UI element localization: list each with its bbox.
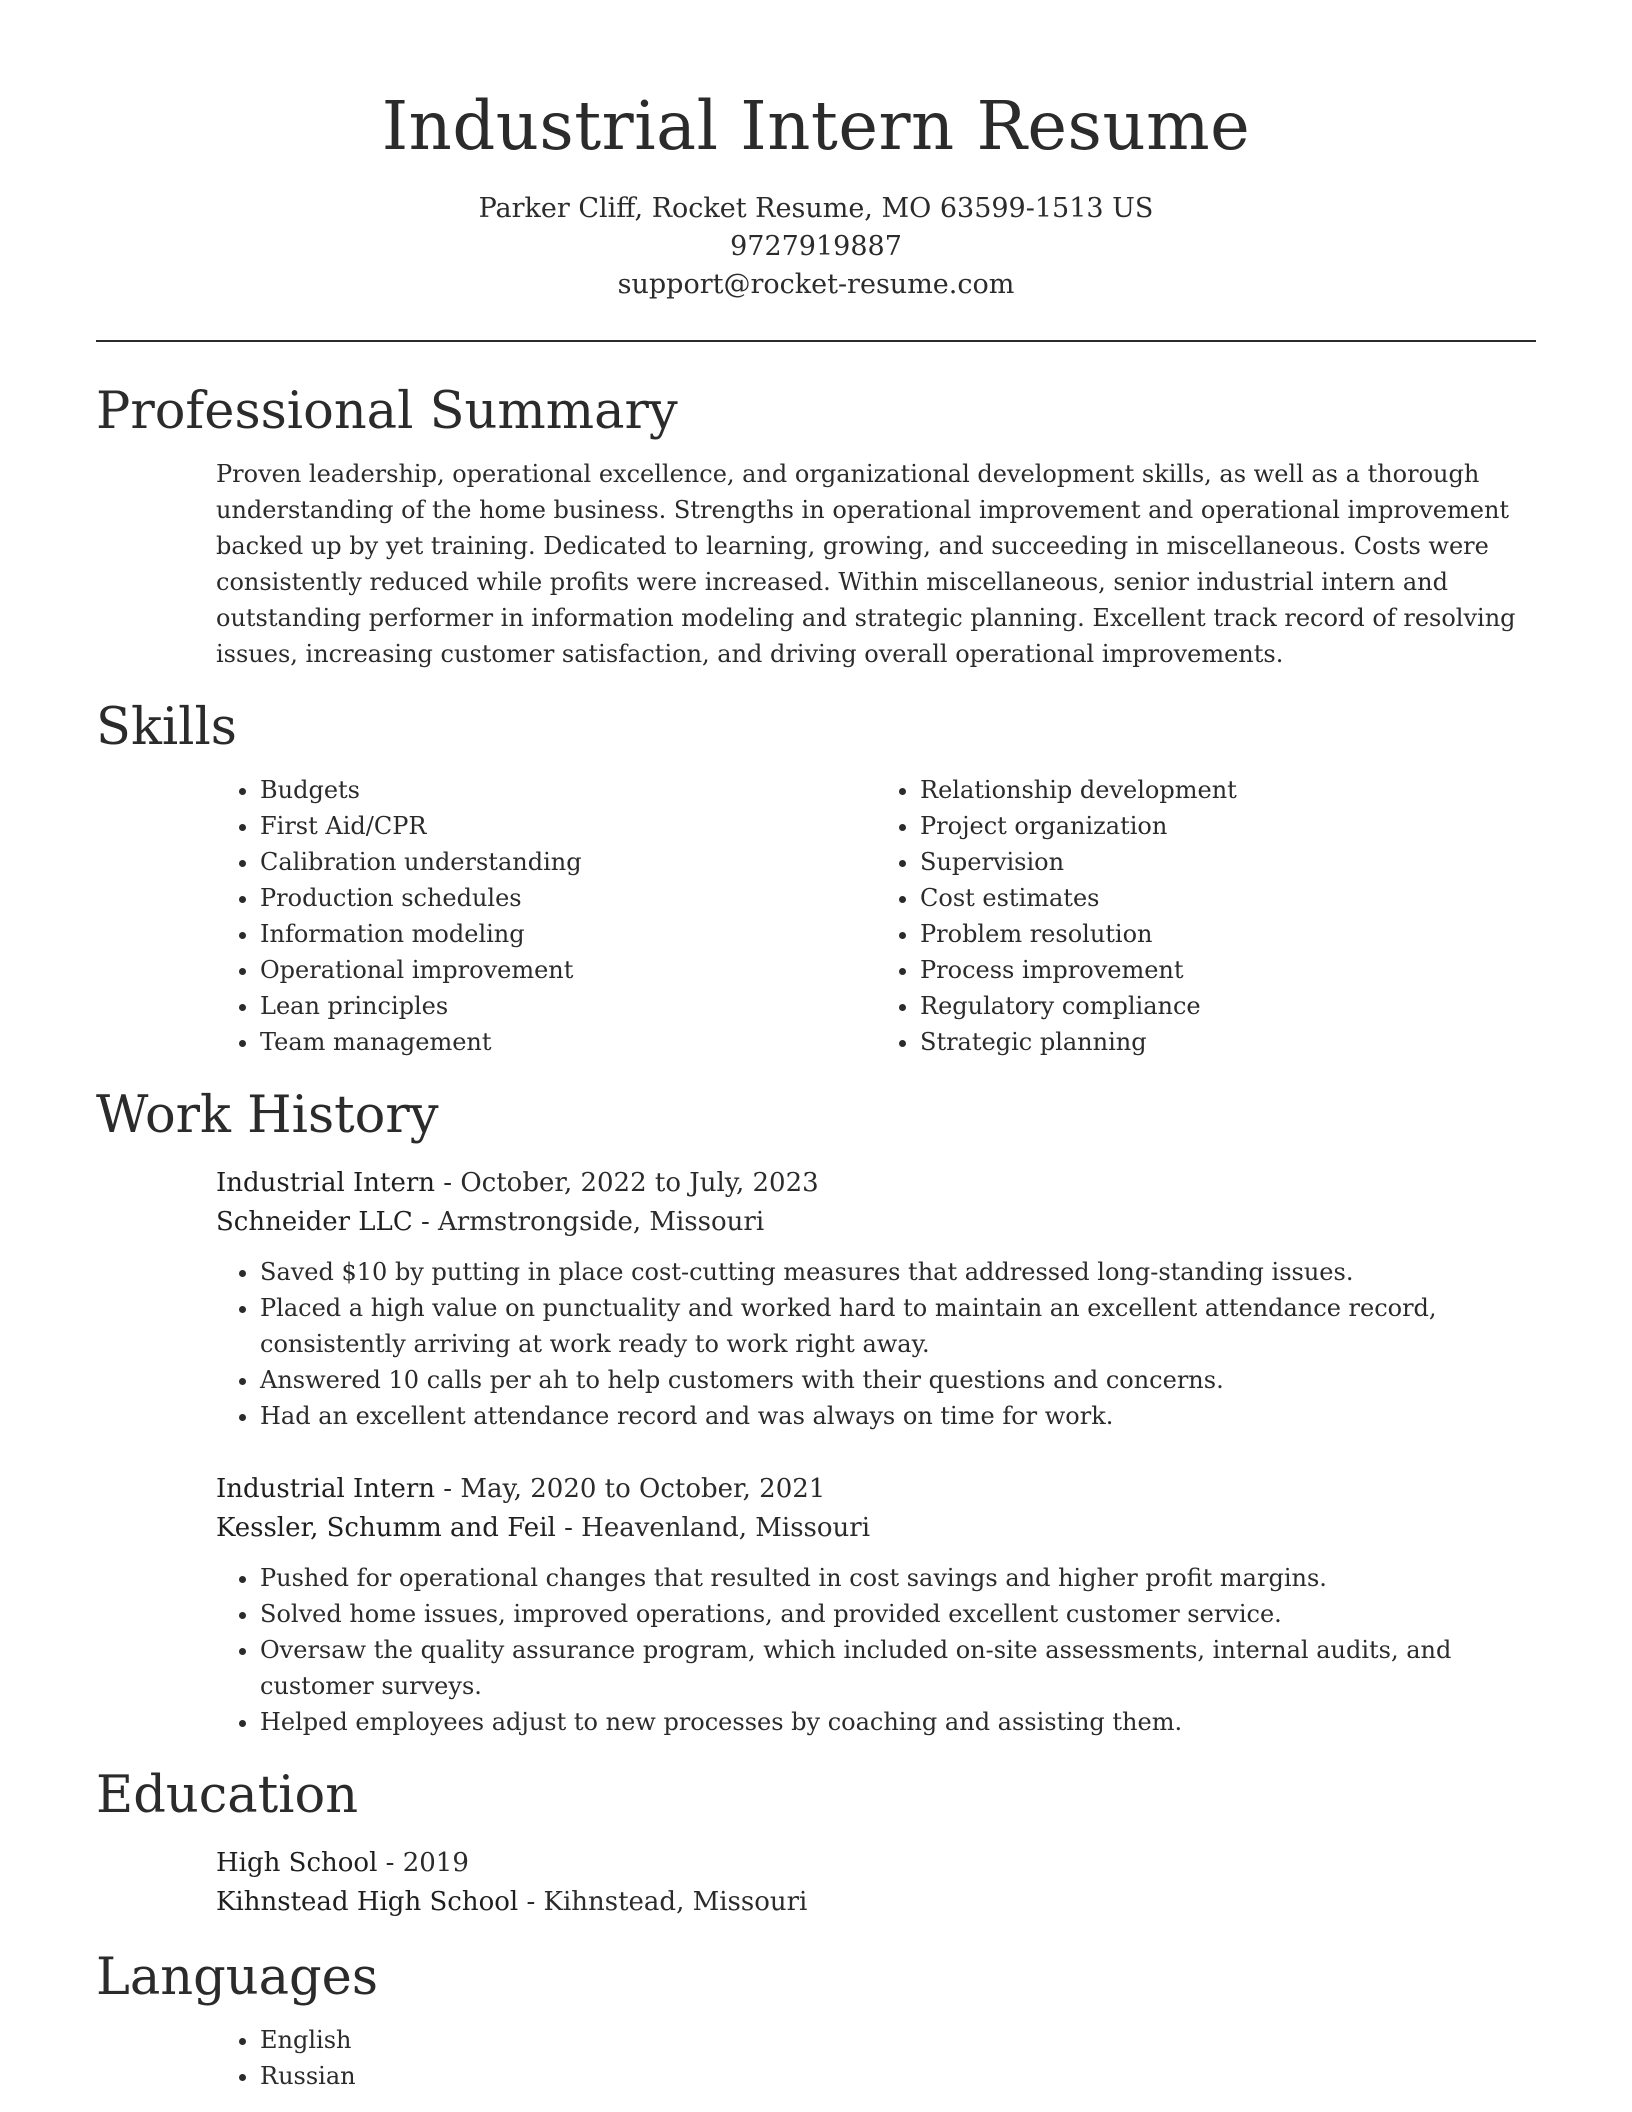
skill-item: • Problem resolution [920, 916, 1536, 952]
summary-text: Proven leadership, operational excellence, and organizational development skills, as well as a thorough understanding of the home business. Strengths in operational improvement and operational improvement backed up by yet training. Dedicated to learning, growing, and succeeding in miscellaneous. Costs were consistently reduced while profits were increased. Within miscellaneous, senior industrial intern and outstanding performer in information modeling and strategic planning. Excellent track record of resolving issues, increasing customer satisfaction, and driving overall operational improvements. [216, 460, 1516, 668]
skill-item: • Project organization [920, 808, 1536, 844]
education-heading: Education [96, 1766, 359, 1825]
resume-title: Industrial Intern Resume [381, 87, 1251, 165]
education-degree: High School [216, 1848, 378, 1878]
languages-section [96, 1948, 1536, 2094]
job-bullet: • Oversaw the quality assurance program, which included on-site assessments, internal audits, and customer surveys. [260, 1632, 1536, 1704]
skill-item: • Regulatory compliance [920, 988, 1536, 1024]
languages-list [216, 2022, 1536, 2094]
job-title: Industrial Intern [216, 1168, 436, 1198]
skill-item: • Budgets [260, 772, 876, 808]
language-item: • English [260, 2022, 1536, 2058]
skill-item: • Production schedules [260, 880, 876, 916]
contact-phone: 9727919887 [730, 231, 902, 262]
job-entry [216, 1470, 1536, 1740]
work-history-heading: Work History [96, 1086, 439, 1145]
resume-header [96, 0, 1536, 342]
skill-item: • Relationship development [920, 772, 1536, 808]
job-title: Industrial Intern [216, 1474, 436, 1504]
education-section [96, 1766, 1536, 1922]
language-item: • Russian [260, 2058, 1536, 2094]
education-location: - Kihnstead, Missouri [518, 1887, 808, 1917]
job-title-line [216, 1470, 1536, 1509]
skills-columns [216, 772, 1536, 1060]
summary-section [96, 382, 1536, 672]
skill-item: • Lean principles [260, 988, 876, 1024]
job-location: - Heavenland, Missouri [555, 1513, 871, 1543]
job-company-line [216, 1509, 1536, 1548]
education-year: - 2019 [377, 1848, 469, 1878]
contact-email: support@rocket-resume.com [617, 269, 1015, 300]
job-dates: - May, 2020 to October, 2021 [435, 1474, 826, 1504]
skill-item: • Supervision [920, 844, 1536, 880]
education-entry [216, 1844, 1536, 1922]
job-bullet: • Answered 10 calls per ah to help customers with their questions and concerns. [260, 1362, 1536, 1398]
skills-section [96, 698, 1536, 1060]
skill-item: • Information modeling [260, 916, 876, 952]
languages-heading: Languages [96, 1948, 379, 2007]
education-degree-line [216, 1844, 1536, 1883]
job-entry [216, 1164, 1536, 1434]
job-bullet: • Helped employees adjust to new processes by coaching and assisting them. [260, 1704, 1536, 1740]
education-school: Kihnstead High School [216, 1887, 519, 1917]
job-bullets [216, 1560, 1536, 1740]
job-dates: - October, 2022 to July, 2023 [435, 1168, 819, 1198]
skill-item: • Operational improvement [260, 952, 876, 988]
education-school-line [216, 1883, 1536, 1922]
skills-list-right [876, 772, 1536, 1060]
contact-info [96, 190, 1536, 304]
job-location: - Armstrongside, Missouri [412, 1207, 765, 1237]
job-company: Kessler, Schumm and Feil [216, 1513, 556, 1543]
job-company: Schneider LLC [216, 1207, 413, 1237]
contact-address: Parker Cliff, Rocket Resume, MO 63599-1513 US [478, 193, 1154, 224]
skill-item: • First Aid/CPR [260, 808, 876, 844]
job-bullet: • Pushed for operational changes that resulted in cost savings and higher profit margins. [260, 1560, 1536, 1596]
job-bullet: • Saved $10 by putting in place cost-cutting measures that addressed long-standing issues. [260, 1254, 1536, 1290]
header-divider [96, 340, 1536, 342]
job-title-line [216, 1164, 1536, 1203]
skill-item: • Cost estimates [920, 880, 1536, 916]
job-bullet: • Had an excellent attendance record and was always on time for work. [260, 1398, 1536, 1434]
skill-item: • Calibration understanding [260, 844, 876, 880]
skill-item: • Process improvement [920, 952, 1536, 988]
skill-item: • Team management [260, 1024, 876, 1060]
job-bullet: • Solved home issues, improved operations, and provided excellent customer service. [260, 1596, 1536, 1632]
skills-heading: Skills [96, 698, 237, 757]
summary-heading: Professional Summary [96, 382, 678, 441]
skill-item: • Strategic planning [920, 1024, 1536, 1060]
job-bullet: • Placed a high value on punctuality and worked hard to maintain an excellent attendance record, consistently arriving at work ready to work right away. [260, 1290, 1536, 1362]
skills-list-left [216, 772, 876, 1060]
work-history-section [96, 1086, 1536, 1740]
job-company-line [216, 1203, 1536, 1242]
job-bullets [216, 1254, 1536, 1434]
